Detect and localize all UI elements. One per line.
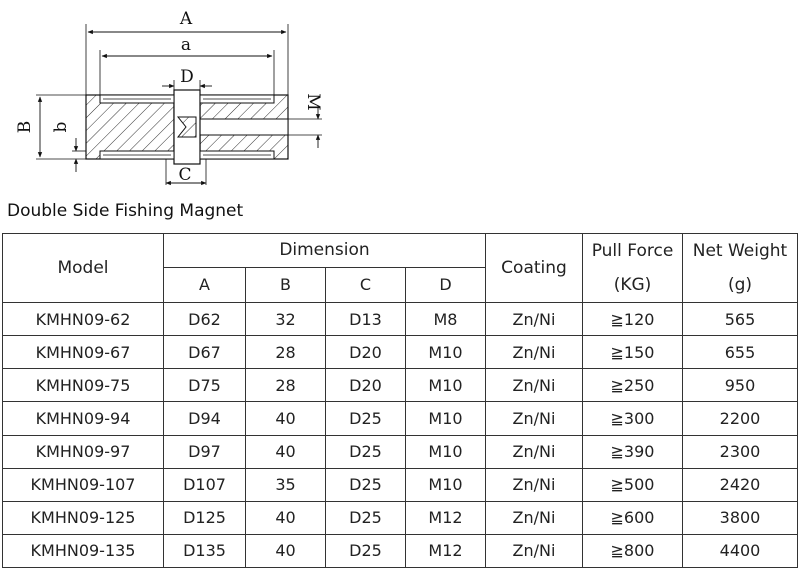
magnet-cross-section-diagram [0, 0, 340, 200]
dim-label-B: B [15, 120, 35, 134]
cell-dim-c: D20 [326, 369, 406, 402]
cell-dim-b: 28 [246, 336, 326, 369]
table-row [3, 501, 798, 534]
table-row [3, 468, 798, 501]
magnet-body [86, 90, 288, 164]
cell-pull-force: ≧250 [583, 369, 683, 402]
cell-dim-a: D94 [164, 402, 246, 435]
cell-dim-d: M8 [406, 303, 486, 336]
cell-dim-a: D97 [164, 435, 246, 468]
header-dim-C: C [326, 267, 406, 302]
cell-dim-c: D25 [326, 534, 406, 567]
cell-dim-b: 28 [246, 369, 326, 402]
cell-pull-force: ≧390 [583, 435, 683, 468]
cell-dim-a: D62 [164, 303, 246, 336]
cell-dim-a: D75 [164, 369, 246, 402]
table-row [3, 303, 798, 336]
cell-coating: Zn/Ni [486, 435, 583, 468]
header-model: Model [3, 234, 164, 303]
cell-pull-force: ≧300 [583, 402, 683, 435]
cell-net-weight: 655 [683, 336, 798, 369]
cell-dim-b: 35 [246, 468, 326, 501]
cell-model: KMHN09-97 [3, 435, 164, 468]
cell-model: KMHN09-135 [3, 534, 164, 567]
cell-net-weight: 2200 [683, 402, 798, 435]
dim-label-M: M [303, 93, 323, 111]
cell-pull-force: ≧150 [583, 336, 683, 369]
header-coating: Coating [486, 234, 583, 303]
cell-model: KMHN09-107 [3, 468, 164, 501]
table-row [3, 336, 798, 369]
cell-dim-b: 40 [246, 435, 326, 468]
dim-label-b: b [51, 121, 71, 133]
cell-model: KMHN09-94 [3, 402, 164, 435]
header-dimension: Dimension [164, 234, 486, 268]
cell-dim-b: 40 [246, 534, 326, 567]
dim-label-D: D [180, 67, 194, 87]
header-pull-force-label: Pull Force [591, 241, 674, 261]
cell-coating: Zn/Ni [486, 336, 583, 369]
page-title: Double Side Fishing Magnet [7, 201, 244, 221]
cell-dim-c: D25 [326, 402, 406, 435]
header-net-weight-unit: (g) [727, 275, 753, 295]
cell-coating: Zn/Ni [486, 501, 583, 534]
cell-dim-c: D20 [326, 336, 406, 369]
cell-model: KMHN09-75 [3, 369, 164, 402]
cell-dim-d: M10 [406, 435, 486, 468]
cell-dim-c: D25 [326, 501, 406, 534]
dim-label-C: C [178, 165, 192, 185]
cell-net-weight: 2420 [683, 468, 798, 501]
cell-dim-c: D13 [326, 303, 406, 336]
cell-dim-b: 40 [246, 501, 326, 534]
header-dim-B: B [246, 267, 326, 302]
cell-dim-c: D25 [326, 468, 406, 501]
table-row [3, 435, 798, 468]
header-pull-force-unit: (KG) [613, 275, 652, 295]
cell-dim-d: M10 [406, 336, 486, 369]
cell-coating: Zn/Ni [486, 369, 583, 402]
cell-pull-force: ≧500 [583, 468, 683, 501]
cell-coating: Zn/Ni [486, 303, 583, 336]
header-net-weight-label: Net Weight [692, 241, 788, 261]
dim-label-a: a [180, 35, 192, 55]
header-pull-force [583, 234, 683, 303]
cell-net-weight: 4400 [683, 534, 798, 567]
spec-table [2, 233, 798, 568]
cell-dim-a: D67 [164, 336, 246, 369]
cell-net-weight: 950 [683, 369, 798, 402]
table-row [3, 402, 798, 435]
cell-coating: Zn/Ni [486, 402, 583, 435]
cell-dim-a: D135 [164, 534, 246, 567]
header-net-weight [683, 234, 798, 303]
header-dim-A: A [164, 267, 246, 302]
cell-dim-c: D25 [326, 435, 406, 468]
cell-dim-a: D125 [164, 501, 246, 534]
cell-net-weight: 565 [683, 303, 798, 336]
cell-pull-force: ≧600 [583, 501, 683, 534]
cell-pull-force: ≧120 [583, 303, 683, 336]
cell-model: KMHN09-67 [3, 336, 164, 369]
cell-coating: Zn/Ni [486, 468, 583, 501]
cell-model: KMHN09-125 [3, 501, 164, 534]
cell-dim-b: 32 [246, 303, 326, 336]
cell-dim-d: M10 [406, 402, 486, 435]
cell-net-weight: 3800 [683, 501, 798, 534]
cell-dim-d: M12 [406, 501, 486, 534]
cell-model: KMHN09-62 [3, 303, 164, 336]
table-row [3, 369, 798, 402]
dim-label-A: A [179, 9, 193, 29]
cell-pull-force: ≧800 [583, 534, 683, 567]
cell-coating: Zn/Ni [486, 534, 583, 567]
cell-dim-a: D107 [164, 468, 246, 501]
cell-net-weight: 2300 [683, 435, 798, 468]
cell-dim-b: 40 [246, 402, 326, 435]
cell-dim-d: M10 [406, 468, 486, 501]
table-row [3, 534, 798, 567]
header-dim-D: D [406, 267, 486, 302]
cell-dim-d: M12 [406, 534, 486, 567]
cell-dim-d: M10 [406, 369, 486, 402]
